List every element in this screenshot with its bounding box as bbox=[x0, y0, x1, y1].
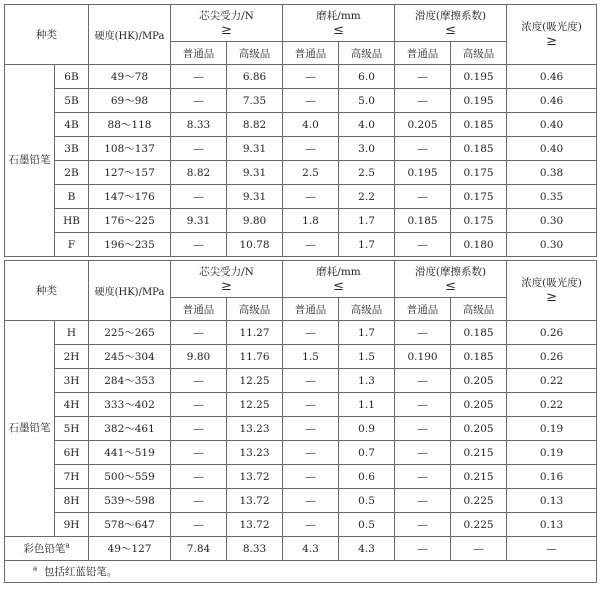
header-smooth bbox=[395, 5, 507, 42]
header-premium: 高级品 bbox=[227, 42, 283, 65]
hardness-cell: 49～127 bbox=[89, 537, 171, 561]
wear-premium-cell: 1.7 bbox=[339, 209, 395, 233]
table-row bbox=[5, 89, 597, 113]
wear-ordinary-cell: 1.8 bbox=[283, 209, 339, 233]
wear-premium-cell: 0.6 bbox=[339, 465, 395, 489]
tip-force-ordinary-cell: — bbox=[171, 233, 227, 257]
tip-force-premium-cell: 9.80 bbox=[227, 209, 283, 233]
table-row bbox=[5, 489, 597, 513]
header-ordinary: 普通品 bbox=[171, 42, 227, 65]
header-ordinary: 普通品 bbox=[395, 42, 451, 65]
tip-force-ordinary-cell: — bbox=[171, 321, 227, 345]
hardness-cell: 49～78 bbox=[89, 65, 171, 89]
tip-force-ordinary-cell: — bbox=[171, 369, 227, 393]
wear-ordinary-cell: — bbox=[283, 89, 339, 113]
smoothness-premium-cell: 0.175 bbox=[451, 209, 507, 233]
wear-premium-cell: 6.0 bbox=[339, 65, 395, 89]
table-row bbox=[5, 417, 597, 441]
tip-force-ordinary-cell: — bbox=[171, 417, 227, 441]
density-cell: 0.46 bbox=[507, 65, 597, 89]
smoothness-premium-cell: 0.185 bbox=[451, 345, 507, 369]
hardness-cell: 284～353 bbox=[89, 369, 171, 393]
grade-cell: 8H bbox=[55, 489, 89, 513]
footnote bbox=[5, 561, 597, 583]
smoothness-premium-cell: 0.185 bbox=[451, 321, 507, 345]
smoothness-premium-cell: 0.215 bbox=[451, 441, 507, 465]
smoothness-ordinary-cell: — bbox=[395, 233, 451, 257]
grade-cell: 6B bbox=[55, 65, 89, 89]
grade-cell: 2H bbox=[55, 345, 89, 369]
tip-force-premium-cell: 6.86 bbox=[227, 65, 283, 89]
smoothness-premium-cell: 0.225 bbox=[451, 489, 507, 513]
tip-force-ordinary-cell: — bbox=[171, 65, 227, 89]
wear-premium-cell: 5.0 bbox=[339, 89, 395, 113]
footnote-mark: a bbox=[33, 564, 38, 573]
smoothness-ordinary-cell: — bbox=[395, 465, 451, 489]
smoothness-ordinary-cell: — bbox=[395, 185, 451, 209]
tip-force-premium-cell: 13.23 bbox=[227, 417, 283, 441]
smoothness-premium-cell: 0.205 bbox=[451, 393, 507, 417]
table-row bbox=[5, 209, 597, 233]
tip-force-premium-cell: 12.25 bbox=[227, 369, 283, 393]
smoothness-ordinary-cell: — bbox=[395, 89, 451, 113]
table-row bbox=[5, 369, 597, 393]
header-wear-label: 磨耗/mm bbox=[316, 9, 361, 22]
smoothness-ordinary-cell: — bbox=[395, 65, 451, 89]
grade-cell: 2B bbox=[55, 161, 89, 185]
tip-force-premium-cell: 7.35 bbox=[227, 89, 283, 113]
header-premium: 高级品 bbox=[227, 298, 283, 321]
wear-premium-cell: 1.1 bbox=[339, 393, 395, 417]
hardness-cell: 382～461 bbox=[89, 417, 171, 441]
smoothness-ordinary-cell: 0.190 bbox=[395, 345, 451, 369]
hardness-cell: 108～137 bbox=[89, 137, 171, 161]
tip-force-ordinary-cell: — bbox=[171, 89, 227, 113]
wear-premium-cell: 0.9 bbox=[339, 417, 395, 441]
smoothness-premium-cell: — bbox=[451, 537, 507, 561]
wear-ordinary-cell: 2.5 bbox=[283, 161, 339, 185]
header-smooth-sym: ≤ bbox=[445, 22, 456, 38]
grade-cell: HB bbox=[55, 209, 89, 233]
wear-ordinary-cell: 1.5 bbox=[283, 345, 339, 369]
smoothness-premium-cell: 0.205 bbox=[451, 417, 507, 441]
wear-ordinary-cell: — bbox=[283, 185, 339, 209]
wear-ordinary-cell: — bbox=[283, 137, 339, 161]
header-wear-label: 磨耗/mm bbox=[316, 265, 361, 278]
header-density bbox=[507, 5, 597, 65]
grade-cell: 4B bbox=[55, 113, 89, 137]
smoothness-premium-cell: 0.205 bbox=[451, 369, 507, 393]
hardness-cell: 333～402 bbox=[89, 393, 171, 417]
hardness-cell: 127～157 bbox=[89, 161, 171, 185]
wear-ordinary-cell: — bbox=[283, 441, 339, 465]
smoothness-premium-cell: 0.195 bbox=[451, 65, 507, 89]
grade-cell: B bbox=[55, 185, 89, 209]
smoothness-premium-cell: 0.180 bbox=[451, 233, 507, 257]
table-row bbox=[5, 65, 597, 89]
wear-premium-cell: 3.0 bbox=[339, 137, 395, 161]
density-cell: 0.13 bbox=[507, 513, 597, 537]
density-cell: 0.40 bbox=[507, 137, 597, 161]
header-premium: 高级品 bbox=[339, 298, 395, 321]
density-cell: 0.22 bbox=[507, 369, 597, 393]
hardness-cell: 196～235 bbox=[89, 233, 171, 257]
header-ordinary: 普通品 bbox=[171, 298, 227, 321]
footnote-mark: a bbox=[65, 541, 70, 550]
smoothness-premium-cell: 0.225 bbox=[451, 513, 507, 537]
header-smooth bbox=[395, 261, 507, 298]
smoothness-ordinary-cell: — bbox=[395, 417, 451, 441]
tip-force-ordinary-cell: — bbox=[171, 465, 227, 489]
table-row bbox=[5, 113, 597, 137]
smoothness-ordinary-cell: — bbox=[395, 513, 451, 537]
smoothness-ordinary-cell: — bbox=[395, 393, 451, 417]
header-smooth-sym: ≤ bbox=[445, 278, 456, 294]
table-row bbox=[5, 161, 597, 185]
smoothness-ordinary-cell: — bbox=[395, 369, 451, 393]
grade-cell: 9H bbox=[55, 513, 89, 537]
smoothness-ordinary-cell: — bbox=[395, 489, 451, 513]
header-premium: 高级品 bbox=[451, 298, 507, 321]
tip-force-ordinary-cell: 8.82 bbox=[171, 161, 227, 185]
smoothness-premium-cell: 0.195 bbox=[451, 89, 507, 113]
hardness-cell: 69～98 bbox=[89, 89, 171, 113]
grade-cell: 3B bbox=[55, 137, 89, 161]
tip-force-premium-cell: 13.72 bbox=[227, 489, 283, 513]
header-wear bbox=[283, 261, 395, 298]
wear-premium-cell: 1.7 bbox=[339, 233, 395, 257]
table-row bbox=[5, 345, 597, 369]
wear-premium-cell: 1.7 bbox=[339, 321, 395, 345]
color-pencil-label-text: 彩色铅笔 bbox=[23, 543, 66, 555]
density-cell: 0.35 bbox=[507, 185, 597, 209]
header-ordinary: 普通品 bbox=[283, 42, 339, 65]
density-cell: 0.19 bbox=[507, 441, 597, 465]
tip-force-premium-cell: 12.25 bbox=[227, 393, 283, 417]
grade-cell: F bbox=[55, 233, 89, 257]
wear-premium-cell: 1.5 bbox=[339, 345, 395, 369]
wear-premium-cell: 0.5 bbox=[339, 489, 395, 513]
header-kind: 种类 bbox=[5, 5, 89, 65]
hardness-cell: 539～598 bbox=[89, 489, 171, 513]
tip-force-premium-cell: 13.23 bbox=[227, 441, 283, 465]
tip-force-premium-cell: 9.31 bbox=[227, 185, 283, 209]
pencil-spec-table-soft bbox=[4, 4, 597, 257]
hardness-cell: 225～265 bbox=[89, 321, 171, 345]
group-label-graphite: 石墨铅笔 bbox=[5, 321, 55, 537]
group-label-graphite: 石墨铅笔 bbox=[5, 65, 55, 257]
wear-premium-cell: 2.2 bbox=[339, 185, 395, 209]
wear-ordinary-cell: — bbox=[283, 513, 339, 537]
table-row bbox=[5, 321, 597, 345]
header-ordinary: 普通品 bbox=[283, 298, 339, 321]
tip-force-premium-cell: 11.27 bbox=[227, 321, 283, 345]
wear-premium-cell: 4.0 bbox=[339, 113, 395, 137]
smoothness-ordinary-cell: 0.185 bbox=[395, 209, 451, 233]
wear-ordinary-cell: 4.3 bbox=[283, 537, 339, 561]
tip-force-ordinary-cell: — bbox=[171, 489, 227, 513]
tip-force-premium-cell: 8.33 bbox=[227, 537, 283, 561]
smoothness-premium-cell: 0.185 bbox=[451, 113, 507, 137]
header-density-label: 浓度(吸光度) bbox=[521, 277, 582, 289]
table-row bbox=[5, 137, 597, 161]
header-tip-force-label: 芯尖受力/N bbox=[199, 9, 254, 22]
density-cell: 0.46 bbox=[507, 89, 597, 113]
header-density-sym: ≥ bbox=[546, 34, 557, 49]
header-wear-sym: ≤ bbox=[333, 278, 344, 294]
smoothness-ordinary-cell: — bbox=[395, 441, 451, 465]
tip-force-premium-cell: 13.72 bbox=[227, 513, 283, 537]
header-density-label: 浓度(吸光度) bbox=[521, 21, 582, 33]
wear-ordinary-cell: — bbox=[283, 465, 339, 489]
tip-force-premium-cell: 9.31 bbox=[227, 137, 283, 161]
table-row bbox=[5, 393, 597, 417]
header-tip-force-label: 芯尖受力/N bbox=[199, 265, 254, 278]
table-row bbox=[5, 513, 597, 537]
tip-force-ordinary-cell: — bbox=[171, 185, 227, 209]
table-row bbox=[5, 441, 597, 465]
tip-force-ordinary-cell: — bbox=[171, 137, 227, 161]
table-row bbox=[5, 465, 597, 489]
tip-force-ordinary-cell: 8.33 bbox=[171, 113, 227, 137]
tip-force-ordinary-cell: — bbox=[171, 441, 227, 465]
tip-force-premium-cell: 10.78 bbox=[227, 233, 283, 257]
header-tip-force bbox=[171, 261, 283, 298]
grade-cell: 5B bbox=[55, 89, 89, 113]
header-tip-force-sym: ≥ bbox=[221, 278, 232, 294]
grade-cell: 3H bbox=[55, 369, 89, 393]
header-tip-force-sym: ≥ bbox=[221, 22, 232, 38]
header-tip-force bbox=[171, 5, 283, 42]
header-density bbox=[507, 261, 597, 321]
wear-ordinary-cell: 4.0 bbox=[283, 113, 339, 137]
density-cell: 0.22 bbox=[507, 393, 597, 417]
header-kind: 种类 bbox=[5, 261, 89, 321]
smoothness-ordinary-cell: — bbox=[395, 537, 451, 561]
hardness-cell: 441～519 bbox=[89, 441, 171, 465]
density-cell: 0.30 bbox=[507, 233, 597, 257]
hardness-cell: 500～559 bbox=[89, 465, 171, 489]
footnote-text: 包括红蓝铅笔。 bbox=[43, 566, 118, 578]
wear-premium-cell: 4.3 bbox=[339, 537, 395, 561]
smoothness-premium-cell: 0.215 bbox=[451, 465, 507, 489]
density-cell: 0.40 bbox=[507, 113, 597, 137]
wear-ordinary-cell: — bbox=[283, 489, 339, 513]
smoothness-premium-cell: 0.175 bbox=[451, 161, 507, 185]
grade-cell: 5H bbox=[55, 417, 89, 441]
density-cell: 0.30 bbox=[507, 209, 597, 233]
tip-force-ordinary-cell: 9.31 bbox=[171, 209, 227, 233]
header-smooth-label: 滑度(摩擦系数) bbox=[414, 265, 487, 278]
pencil-spec-table-hard bbox=[4, 260, 597, 583]
smoothness-ordinary-cell: 0.195 bbox=[395, 161, 451, 185]
wear-ordinary-cell: — bbox=[283, 417, 339, 441]
header-wear-sym: ≤ bbox=[333, 22, 344, 38]
wear-ordinary-cell: — bbox=[283, 321, 339, 345]
header-smooth-label: 滑度(摩擦系数) bbox=[414, 9, 487, 22]
smoothness-ordinary-cell: — bbox=[395, 321, 451, 345]
tip-force-premium-cell: 8.82 bbox=[227, 113, 283, 137]
wear-premium-cell: 1.3 bbox=[339, 369, 395, 393]
hardness-cell: 578～647 bbox=[89, 513, 171, 537]
density-cell: — bbox=[507, 537, 597, 561]
tip-force-ordinary-cell: 7.84 bbox=[171, 537, 227, 561]
wear-premium-cell: 0.7 bbox=[339, 441, 395, 465]
smoothness-ordinary-cell: 0.205 bbox=[395, 113, 451, 137]
grade-cell: H bbox=[55, 321, 89, 345]
header-density-sym: ≥ bbox=[546, 290, 557, 305]
smoothness-premium-cell: 0.185 bbox=[451, 137, 507, 161]
density-cell: 0.26 bbox=[507, 321, 597, 345]
grade-cell: 4H bbox=[55, 393, 89, 417]
wear-ordinary-cell: — bbox=[283, 369, 339, 393]
tip-force-ordinary-cell: — bbox=[171, 513, 227, 537]
wear-premium-cell: 0.5 bbox=[339, 513, 395, 537]
tip-force-ordinary-cell: — bbox=[171, 393, 227, 417]
grade-cell: 6H bbox=[55, 441, 89, 465]
smoothness-premium-cell: 0.175 bbox=[451, 185, 507, 209]
hardness-cell: 147～176 bbox=[89, 185, 171, 209]
wear-ordinary-cell: — bbox=[283, 393, 339, 417]
wear-premium-cell: 2.5 bbox=[339, 161, 395, 185]
header-hardness: 硬度(HK)/MPa bbox=[89, 261, 171, 321]
header-premium: 高级品 bbox=[451, 42, 507, 65]
color-pencil-label bbox=[5, 537, 89, 561]
tip-force-premium-cell: 9.31 bbox=[227, 161, 283, 185]
density-cell: 0.26 bbox=[507, 345, 597, 369]
wear-ordinary-cell: — bbox=[283, 233, 339, 257]
wear-ordinary-cell: — bbox=[283, 65, 339, 89]
hardness-cell: 176～225 bbox=[89, 209, 171, 233]
table-row bbox=[5, 233, 597, 257]
table-row bbox=[5, 185, 597, 209]
header-premium: 高级品 bbox=[339, 42, 395, 65]
tip-force-ordinary-cell: 9.80 bbox=[171, 345, 227, 369]
density-cell: 0.13 bbox=[507, 489, 597, 513]
tip-force-premium-cell: 13.72 bbox=[227, 465, 283, 489]
table-row-color-pencil bbox=[5, 537, 597, 561]
smoothness-ordinary-cell: — bbox=[395, 137, 451, 161]
density-cell: 0.16 bbox=[507, 465, 597, 489]
footnote-row bbox=[5, 561, 597, 583]
header-hardness: 硬度(HK)/MPa bbox=[89, 5, 171, 65]
tip-force-premium-cell: 11.76 bbox=[227, 345, 283, 369]
header-ordinary: 普通品 bbox=[395, 298, 451, 321]
density-cell: 0.38 bbox=[507, 161, 597, 185]
hardness-cell: 245～304 bbox=[89, 345, 171, 369]
header-wear bbox=[283, 5, 395, 42]
density-cell: 0.19 bbox=[507, 417, 597, 441]
grade-cell: 7H bbox=[55, 465, 89, 489]
hardness-cell: 88～118 bbox=[89, 113, 171, 137]
